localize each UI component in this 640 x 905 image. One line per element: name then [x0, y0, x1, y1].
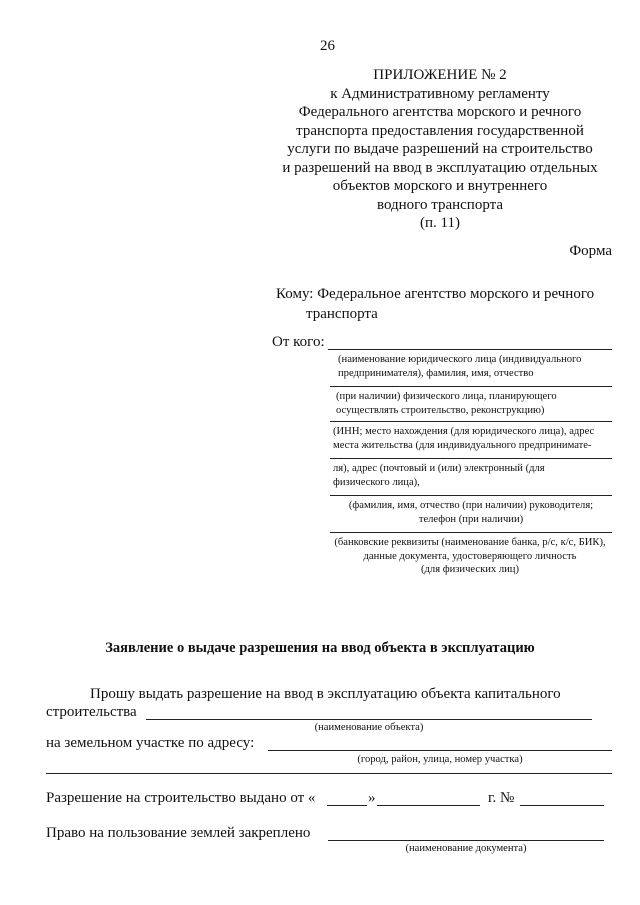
appendix-line: Федерального агентства морского и речного [298, 104, 582, 120]
appendix-line: объектов морского и внутреннего [332, 178, 548, 194]
land-document-field[interactable] [328, 840, 604, 841]
recipient-name-cont: транспорта [306, 306, 378, 322]
land-right-label: Право на пользование землей закреплено [46, 825, 311, 841]
appendix-line: (п. 11) [420, 215, 460, 231]
sender-hint: (при наличии) физического лица, планирующего осуществлять строительство, реконструкцию) [336, 391, 557, 416]
recipient-label: Кому: [276, 286, 314, 302]
object-name-field[interactable] [146, 719, 592, 720]
permit-number-field[interactable] [520, 805, 604, 806]
permit-number-label: г. № [488, 790, 515, 806]
appendix-line: и разрешений на ввод в эксплуатацию отдельных [282, 159, 598, 176]
appendix-line: ПРИЛОЖЕНИЕ № 2 [373, 67, 507, 83]
sender-hint: ля), адрес (почтовый и (или) электронный (для физического лица), [333, 463, 545, 488]
sender-hint: (наименование юридического лица (индивидуального предпринимателя), фамилия, имя, отчество [338, 354, 582, 379]
request-text-cont: строительства [46, 704, 137, 720]
permit-quote-close: » [368, 790, 376, 806]
permit-month-field[interactable] [377, 805, 480, 806]
appendix-line: к Административному регламенту [330, 85, 550, 102]
address-field-cont[interactable] [46, 773, 612, 774]
address-hint: (город, район, улица, номер участка) [357, 754, 523, 765]
permit-prefix: Разрешение на строительство выдано от « [46, 790, 316, 806]
address-label: на земельном участке по адресу: [46, 735, 255, 751]
sender-hint: (фамилия, имя, отчество (при наличии) руководителя; телефон (при наличии) [348, 500, 594, 525]
page-number: 26 [320, 38, 335, 54]
land-document-hint: (наименование документа) [405, 843, 527, 854]
sender-field-line-5[interactable] [330, 495, 612, 496]
appendix-line: услуги по выдаче разрешений на строительство [287, 141, 593, 157]
sender-hint: (ИНН; место нахождения (для юридического лица), адрес места жительства (для индивидуального предпринимате- [333, 426, 595, 451]
sender-field-line-3[interactable] [330, 421, 612, 422]
object-name-hint: (наименование объекта) [314, 722, 424, 733]
sender-field-line-1[interactable] [328, 349, 612, 350]
recipient-block [276, 284, 594, 324]
sender-field-line-2[interactable] [330, 386, 612, 387]
appendix-line: транспорта предоставления государственной [296, 122, 584, 139]
recipient-name: Федеральное агентство морского и речного [317, 286, 595, 302]
sender-hint: (банковские реквизиты (наименование банка, р/с, к/с, БИК), данные документа, удостоверяющего личность (для физических лиц) [334, 537, 606, 575]
appendix-header [250, 66, 630, 233]
sender-field-line-6[interactable] [330, 532, 612, 533]
address-field[interactable] [268, 750, 612, 751]
form-label: Форма [569, 243, 612, 259]
permit-day-field[interactable] [327, 805, 367, 806]
appendix-line: водного транспорта [376, 196, 504, 213]
document-title: Заявление о выдаче разрешения на ввод объекта в эксплуатацию [105, 640, 535, 656]
sender-field-line-4[interactable] [330, 458, 612, 459]
request-text: Прошу выдать разрешение на ввод в эксплуатацию объекта капитального [90, 686, 561, 702]
sender-label: От кого: [272, 334, 325, 350]
